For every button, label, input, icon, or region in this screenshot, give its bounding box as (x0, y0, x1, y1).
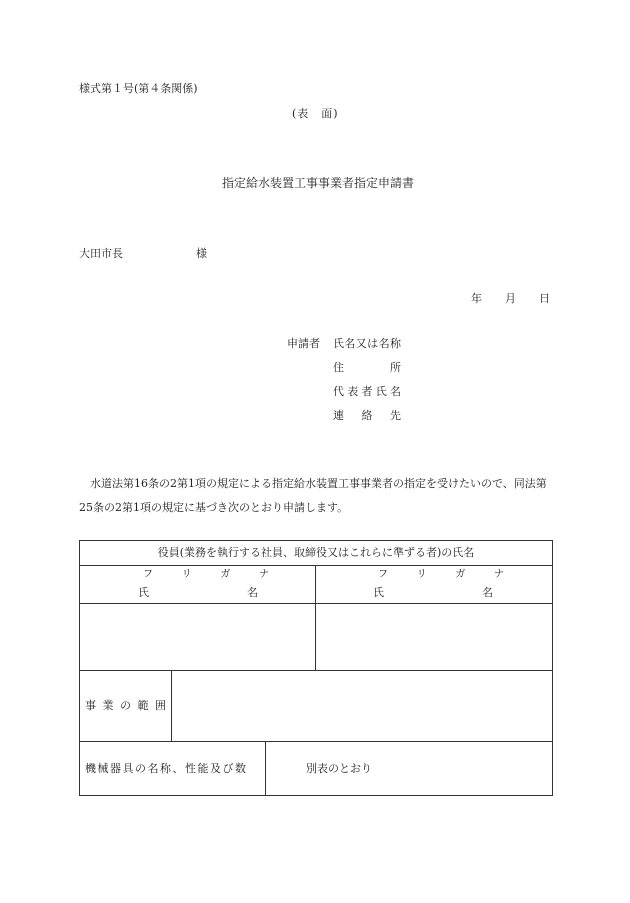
date-day: 日 (539, 292, 550, 305)
document-title: 指定給水装置工事事業者指定申請書 (222, 176, 415, 190)
char: 先 (390, 409, 401, 422)
char: 氏 (333, 337, 344, 350)
char: 業 (102, 699, 114, 712)
name-label-right (373, 587, 493, 598)
name-label-left (138, 587, 258, 598)
table-border-top (79, 540, 553, 541)
char: フ (143, 569, 153, 580)
char: 名 (482, 586, 493, 599)
date-line (471, 293, 550, 304)
table-column-divider (171, 670, 172, 741)
char: ガ (455, 569, 466, 580)
char: 者 (361, 385, 373, 398)
date-year: 年 (471, 292, 482, 305)
char: 氏 (375, 385, 387, 398)
date-month: 月 (505, 292, 516, 305)
char: 囲 (155, 699, 166, 712)
char: 住 (333, 361, 344, 374)
table-rule (79, 603, 553, 604)
applicant-label: 申請者 (287, 337, 320, 350)
applicant-contact-label (333, 410, 401, 421)
applicant-address-label (333, 362, 401, 373)
applicant-representative-label (333, 386, 401, 397)
char: 範 (137, 699, 149, 712)
char: ガ (220, 569, 231, 580)
table-column-divider (265, 741, 266, 795)
char: 氏 (138, 586, 149, 599)
char: ナ (258, 569, 269, 580)
machinery-label: 機械器具の名称、性能及び数 (85, 762, 248, 775)
char: 事 (85, 699, 96, 712)
officers-header: 役員(業務を執行する社員、取締役又はこれらに準ずる者)の氏名 (157, 546, 475, 559)
char: 名 (390, 385, 401, 398)
char: 所 (390, 361, 401, 374)
application-statement: 水道法第16条の2第1項の規定による指定給水装置工事事業者の指定を受けたいので、同法第25条の2第1項の規定に基づき次のとおり申請します。 (79, 477, 547, 514)
char: 氏 (373, 586, 384, 599)
char: 称 (389, 337, 401, 350)
char: リ (416, 569, 427, 580)
char: の (120, 699, 131, 712)
char: 代 (333, 385, 344, 398)
furigana-label-right (378, 570, 504, 580)
char: リ (181, 569, 192, 580)
char: 名 (378, 337, 390, 350)
char: 名 (344, 337, 356, 350)
char: は (367, 337, 379, 350)
char: 又 (355, 337, 367, 350)
char: 絡 (361, 409, 373, 422)
machinery-value: 別表のとおり (306, 762, 372, 775)
form-number: 様式第１号(第４条関係) (79, 82, 198, 95)
table-border-bottom (79, 795, 553, 796)
furigana-label-left (143, 570, 269, 580)
business-scope-label (85, 700, 166, 711)
addressee-honorific: 様 (196, 247, 207, 260)
char: 連 (333, 409, 344, 422)
side-label: (表 面) (292, 107, 339, 120)
char: ナ (493, 569, 504, 580)
addressee: 大田市長 (79, 247, 123, 260)
table-column-divider (315, 565, 316, 670)
table-rule (79, 565, 553, 566)
table-rule (79, 670, 553, 671)
table-border-left (79, 540, 80, 796)
char: 名 (247, 586, 258, 599)
char: 表 (347, 385, 359, 398)
char: フ (378, 569, 388, 580)
applicant-name-label (333, 338, 401, 349)
table-border-right (552, 540, 553, 796)
table-rule (79, 741, 553, 742)
